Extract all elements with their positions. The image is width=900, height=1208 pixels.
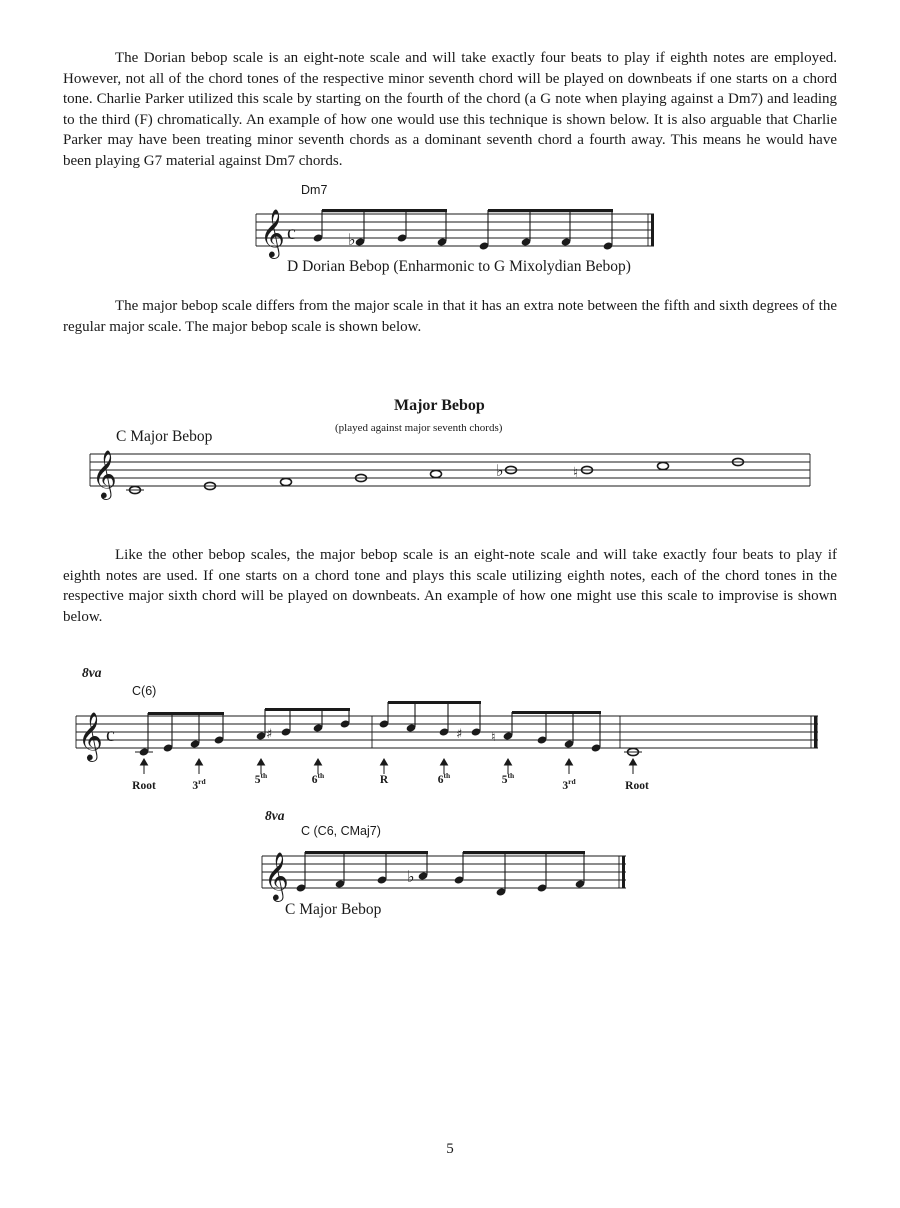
chord-symbol-c6: C(6) (132, 684, 157, 698)
annotation-sixth: 6th (437, 771, 451, 786)
annotation-root: Root (132, 780, 156, 792)
staff-major-bebop-scale (90, 450, 814, 500)
sharp-icon: ♯ (266, 727, 273, 742)
svg-text:c: c (287, 222, 296, 244)
intro-paragraph: The Dorian bebop scale is an eight-note scale and will take exactly four beats to play if eighth notes are employed. However, not all of the chord tones of the respective minor seventh chord will be played on downbeats if one starts on a chord tone. Charlie Parker utilized this scale by starting on the fourth of the chord (a G note when playing against a Dm7) and leading to the third (F) chromatically. An example of how one would use this technique is shown below. It is also arguable that Charlie Parker may have been treating minor seventh chords as a dominant seventh chord a fourth away. This means he would have been playing G7 material against Dm7 chords. (63, 50, 837, 169)
flat-icon: ♭ (407, 867, 415, 886)
annotation-third: 3rd (562, 777, 576, 792)
annotation-root-r: R (379, 774, 389, 786)
page-number: 5 (446, 1141, 454, 1157)
whole-note (281, 478, 292, 485)
chord-symbol-c-cmaj7: C (C6, CMaj7) (301, 824, 381, 838)
c-major-bebop-caption: C Major Bebop (285, 901, 382, 918)
svg-text:c: c (106, 724, 115, 746)
annotation-sixth: 6th (311, 771, 325, 786)
major-bebop-subtitle: (played against major seventh chords) (335, 422, 503, 434)
annotation-fifth: 5th (501, 771, 515, 786)
whole-note (658, 462, 669, 469)
staff-example-c-major-bebop (262, 846, 628, 900)
staff-example-dorian-bebop (256, 208, 656, 258)
treble-clef-icon: 𝄞 (92, 449, 117, 498)
annotation-third: 3rd (192, 777, 206, 792)
dorian-bebop-caption: D Dorian Bebop (Enharmonic to G Mixolydian Bebop) (287, 258, 631, 275)
c-major-bebop-label: C Major Bebop (116, 428, 213, 445)
natural-icon: ♮ (491, 730, 496, 745)
staff-improvisation-example (76, 702, 822, 798)
octave-mark-8va: 8va (265, 808, 285, 823)
major-bebop-paragraph: The major bebop scale differs from the major scale in that it has an extra note between the fifth and sixth degrees of the regular major scale. The major bebop scale is shown below. (63, 298, 837, 335)
major-bebop-title: Major Bebop (394, 397, 485, 414)
whole-note (431, 470, 442, 477)
flat-icon: ♭ (348, 230, 356, 249)
improvise-paragraph: Like the other bebop scales, the major bebop scale is an eight-note scale and will take exactly four beats to play if eighth notes are used. If one starts on a chord tone and plays this scale utilizing eighth notes, each of the chord tones in the respective major sixth chord will be played on downbeats. An example of how one might use this scale to improvise is shown below. (63, 547, 837, 625)
sharp-icon: ♯ (456, 727, 463, 742)
natural-icon: ♮ (573, 465, 579, 481)
chord-symbol-dm7: Dm7 (301, 183, 328, 197)
treble-clef-icon: 𝄞 (78, 711, 103, 760)
octave-mark-8va: 8va (82, 665, 102, 680)
flat-icon: ♭ (496, 461, 504, 480)
annotation-root: Root (625, 780, 649, 792)
treble-clef-icon: 𝄞 (260, 208, 285, 257)
treble-clef-icon: 𝄞 (264, 851, 289, 900)
annotation-fifth: 5th (254, 771, 268, 786)
